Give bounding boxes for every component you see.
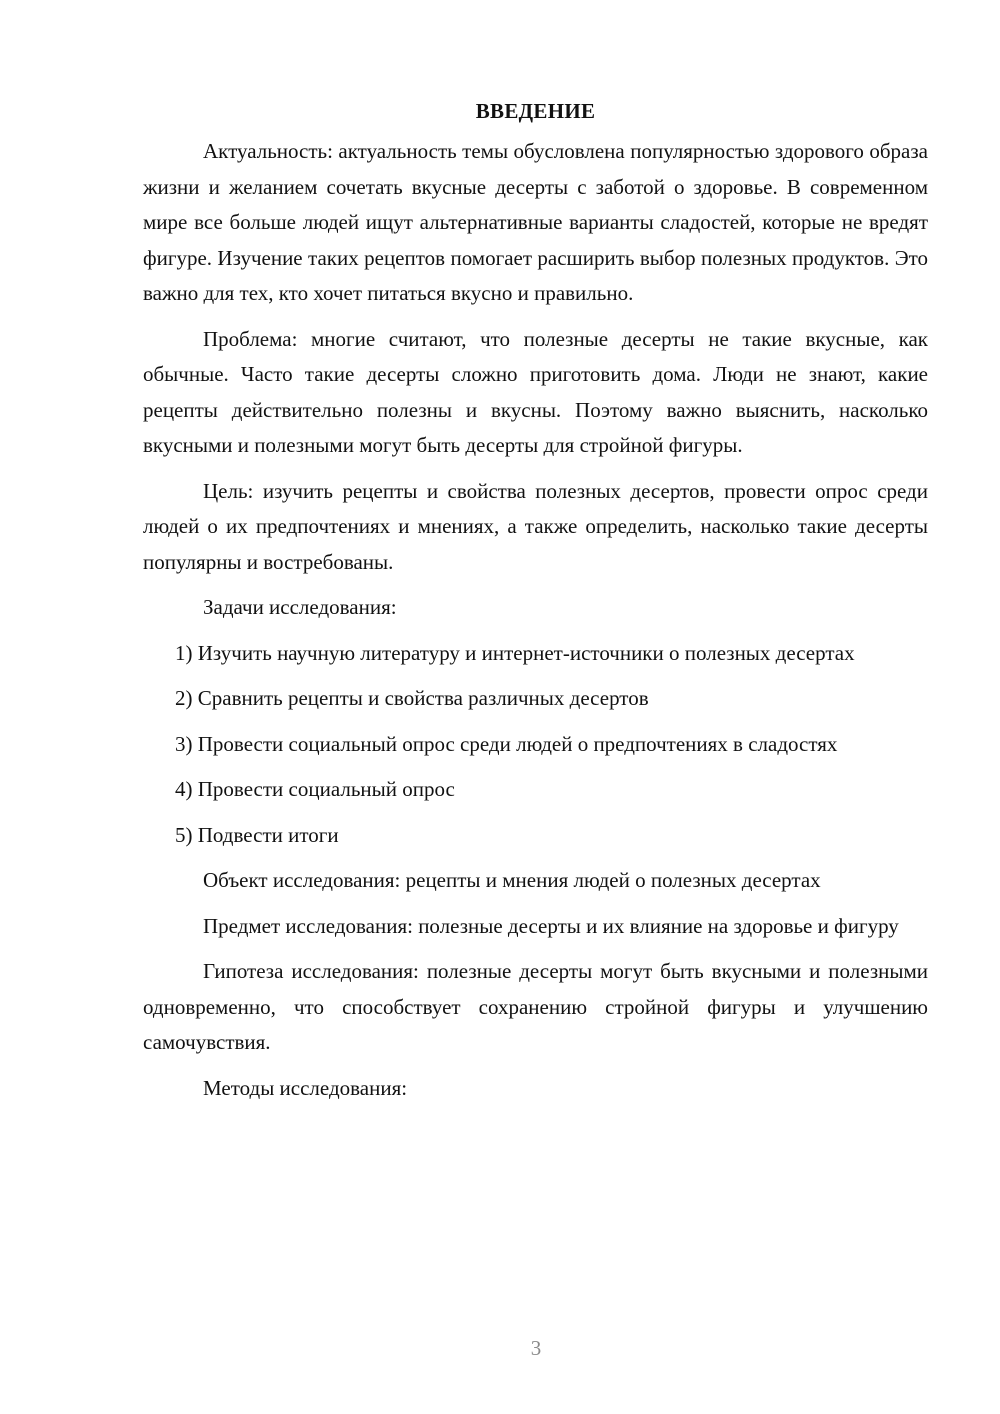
- paragraph-tasks-heading: Задачи исследования:: [203, 595, 397, 619]
- task-item-1: 1) Изучить научную литературу и интернет-источники о полезных десертах: [175, 640, 855, 665]
- page-number: 3: [530, 1336, 542, 1360]
- paragraph-object: Объект исследования: рецепты и мнения людей о полезных десертах: [203, 868, 821, 892]
- paragraph-subject: Предмет исследования: полезные десерты и их влияние на здоровье и фигуру: [203, 913, 899, 938]
- task-item-3: 3) Провести социальный опрос среди людей о предпочтениях в сладостях: [175, 731, 838, 756]
- task-item-4: 4) Провести социальный опрос: [175, 777, 455, 801]
- task-item-2: 2) Сравнить рецепты и свойства различных десертов: [175, 686, 649, 710]
- paragraph-methods: Методы исследования:: [203, 1075, 408, 1100]
- paragraph-goal: Цель: изучить рецепты и свойства полезных десертов, провести опрос среди людей о их предпочтениях и мнениях, а также определить, насколько такие десерты популярны и востребованы.: [143, 478, 928, 574]
- paragraph-relevance: Актуальность: актуальность темы обусловлена популярностью здорового образа жизни и желанием сочетать вкусные десерты с заботой о здоровье. В современном мире все больше людей ищут альтернативные варианты сладостей, которые не вредят фигуре. Изучение таких рецептов помогает расширить выбор полезных продуктов. Это важно для тех, кто хочет питаться вкусно и правильно.: [143, 139, 928, 305]
- task-item-5: 5) Подвести итоги: [175, 822, 339, 847]
- paragraph-hypothesis: Гипотеза исследования: полезные десерты могут быть вкусными и полезными одновременно, что способствует сохранению стройной фигуры и улучшению самочувствия.: [143, 959, 928, 1054]
- document-body: [143, 96, 928, 1116]
- paragraph-problem: Проблема: многие считают, что полезные десерты не такие вкусные, как обычные. Часто такие десерты сложно приготовить дома. Люди не знают, какие рецепты действительно полезны и вкусны. Поэтому важно выяснить, насколько вкусными и полезными могут быть десерты для стройной фигуры.: [143, 326, 928, 457]
- page-title: ВВЕДЕНИЕ: [475, 99, 596, 123]
